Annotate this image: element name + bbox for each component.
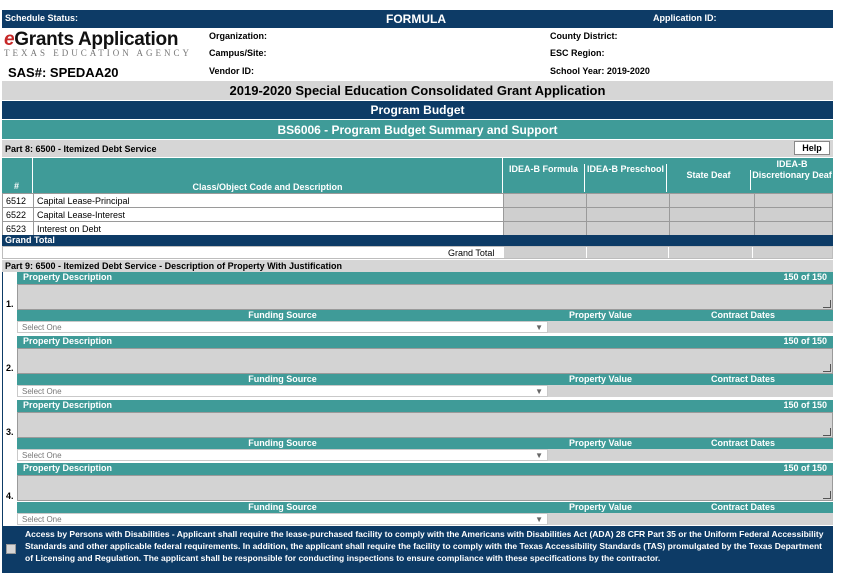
vendor-id-label: Vendor ID:	[209, 66, 255, 76]
row-desc: Interest on Debt	[34, 222, 504, 236]
property-value-label: Property Value	[568, 374, 633, 384]
item-number: 3.	[6, 427, 14, 437]
property-description-label: Property Description	[23, 272, 113, 282]
ada-text: Access by Persons with Disabilities - Applicant shall require the lease-purchased facility to comply with the Americans with Disabilities Act (ADA) 28 CFR Part 35 or the Uniform Federal Accessibility Standards and other applicable federal requirements. In addition, the applicant shall require the facility to comply with the Texas Accessibility Standards (TAS) promulgated by the Texas Department of Licensing and Regulation. The applicant shall be responsible for conducting inspections to ensure compliance with these specifications by the contractor.	[25, 529, 824, 563]
application-id-label: Application ID:	[653, 13, 717, 23]
esc-region-label: ESC Region:	[550, 48, 605, 58]
funding-source-select[interactable]: Select One ▼	[17, 513, 548, 525]
grand-total-value	[504, 247, 586, 258]
application-title: 2019-2020 Special Education Consolidated Grant Application	[2, 81, 833, 100]
amount-input[interactable]	[587, 194, 670, 208]
chevron-down-icon: ▼	[535, 387, 543, 396]
col-desc: Class/Object Code and Description	[33, 158, 503, 193]
property-value-label: Property Value	[568, 502, 633, 512]
row-code: 6523	[3, 222, 34, 236]
amount-input[interactable]	[755, 194, 833, 208]
property-description-input[interactable]	[17, 412, 833, 438]
grand-total-header: Grand Total	[2, 235, 833, 246]
county-district-label: County District:	[550, 31, 618, 41]
formula-label: FORMULA	[386, 12, 446, 26]
chevron-down-icon: ▼	[535, 515, 543, 524]
char-count: 150 of 150	[783, 400, 827, 410]
property-value-label: Property Value	[568, 310, 633, 320]
property-description-label: Property Description	[23, 336, 113, 346]
grand-total-value	[587, 247, 668, 258]
contract-dates-label: Contract Dates	[710, 438, 775, 448]
ada-section	[2, 526, 833, 573]
contract-dates-label: Contract Dates	[710, 310, 775, 320]
property-value-input[interactable]	[548, 449, 833, 461]
contract-dates-label: Contract Dates	[710, 374, 775, 384]
grand-total-label: Grand Total	[448, 248, 495, 258]
chevron-down-icon: ▼	[535, 323, 543, 332]
grand-total-value	[753, 247, 832, 258]
funding-source-label: Funding Source	[248, 502, 317, 512]
school-year-label: School Year: 2019-2020	[550, 66, 650, 76]
part8-header	[2, 140, 833, 157]
col-idea-b-preschool: IDEA-B Preschool	[585, 164, 667, 192]
funding-source-label: Funding Source	[248, 374, 317, 384]
property-description-label: Property Description	[23, 400, 113, 410]
part8-table	[2, 193, 833, 236]
property-description-label: Property Description	[23, 463, 113, 473]
contract-dates-label: Contract Dates	[710, 502, 775, 512]
amount-input[interactable]	[670, 222, 755, 236]
funding-source-label: Funding Source	[248, 438, 317, 448]
property-value-input[interactable]	[548, 385, 833, 397]
property-value-label: Property Value	[568, 438, 633, 448]
property-description-input[interactable]	[17, 348, 833, 374]
egrants-logo: eGrants Application TEXAS EDUCATION AGENCY	[4, 29, 192, 58]
funding-source-label: Funding Source	[248, 310, 317, 320]
ada-checkbox[interactable]	[6, 544, 16, 554]
row-desc: Capital Lease-Interest	[34, 208, 504, 222]
property-description-input[interactable]	[17, 475, 833, 501]
funding-source-select[interactable]: Select One ▼	[17, 321, 548, 333]
chevron-down-icon: ▼	[535, 451, 543, 460]
sas-number: SAS#: SPEDAA20	[8, 65, 119, 80]
part8-column-headers	[2, 158, 833, 193]
char-count: 150 of 150	[783, 272, 827, 282]
program-budget-title: Program Budget	[2, 101, 833, 119]
schedule-title: BS6006 - Program Budget Summary and Support	[2, 120, 833, 139]
amount-input[interactable]	[670, 208, 755, 222]
col-idea-b-formula: IDEA-B Formula	[503, 164, 585, 192]
table-row	[3, 208, 833, 222]
amount-input[interactable]	[755, 222, 833, 236]
funding-source-select[interactable]: Select One ▼	[17, 385, 548, 397]
char-count: 150 of 150	[783, 336, 827, 346]
campus-site-label: Campus/Site:	[209, 48, 267, 58]
table-row	[3, 194, 833, 208]
table-row	[3, 222, 833, 236]
row-code: 6522	[3, 208, 34, 222]
amount-input[interactable]	[587, 222, 670, 236]
col-idea-b-disc-deaf: IDEA-B Discretionary Deaf	[752, 159, 832, 180]
char-count: 150 of 150	[783, 463, 827, 473]
property-value-input[interactable]	[548, 321, 833, 333]
item-number: 1.	[6, 299, 14, 309]
amount-input[interactable]	[670, 194, 755, 208]
item-number: 2.	[6, 363, 14, 373]
col-num: #	[14, 181, 20, 191]
property-value-input[interactable]	[548, 513, 833, 525]
schedule-status-label: Schedule Status:	[5, 13, 79, 23]
grand-total-row	[2, 246, 833, 259]
item-number: 4.	[6, 491, 14, 501]
row-desc: Capital Lease-Principal	[34, 194, 504, 208]
part9-title: Part 9: 6500 - Itemized Debt Service - Description of Property With Justification	[2, 260, 833, 272]
part8-title: Part 8: 6500 - Itemized Debt Service	[5, 144, 157, 154]
amount-input[interactable]	[504, 208, 587, 222]
funding-source-select[interactable]: Select One ▼	[17, 449, 548, 461]
col-state-deaf: State Deaf	[667, 170, 751, 190]
amount-input[interactable]	[504, 222, 587, 236]
row-code: 6512	[3, 194, 34, 208]
grand-total-value	[669, 247, 752, 258]
organization-label: Organization:	[209, 31, 267, 41]
amount-input[interactable]	[755, 208, 833, 222]
amount-input[interactable]	[504, 194, 587, 208]
schedule-status-bar	[2, 10, 833, 28]
help-button[interactable]: Help	[794, 141, 830, 155]
header-info	[2, 28, 833, 81]
amount-input[interactable]	[587, 208, 670, 222]
property-description-input[interactable]	[17, 284, 833, 310]
